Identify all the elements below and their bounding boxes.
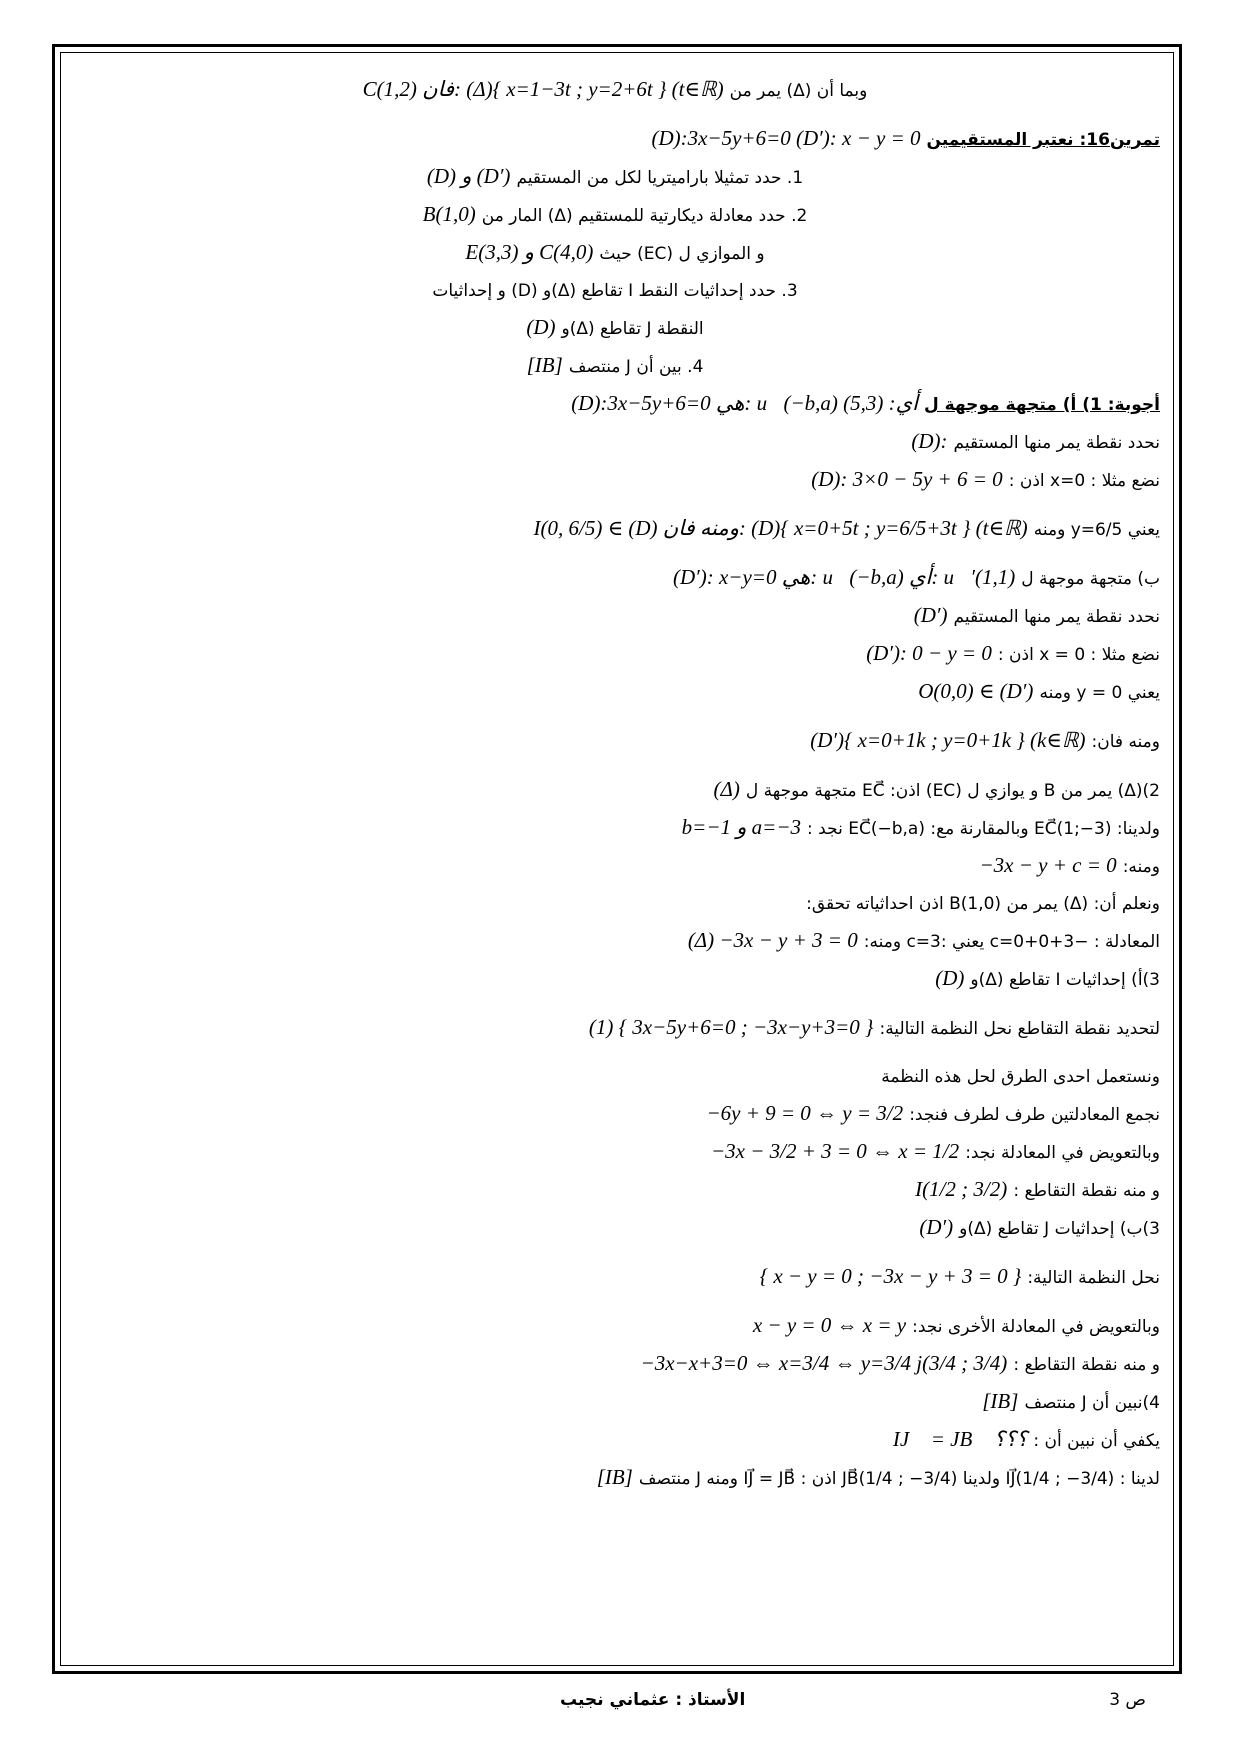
arabic-text: وبالتعويض في المعادلة الأخرى نجد: — [912, 1317, 1160, 1337]
arabic-text: يكفي أن نبين أن : — [1033, 1431, 1160, 1451]
arabic-text: و منه نقطة التقاطع : — [1013, 1181, 1160, 1201]
text-line — [70, 499, 1160, 559]
text-line — [70, 385, 1160, 423]
arabic-text: وبما أن (Δ) يمر من — [729, 81, 868, 101]
arabic-text: ونعلم أن: (Δ) يمر من B(1,0) اذن احداثياته تحقق: — [806, 894, 1160, 914]
page-footer — [0, 1690, 1240, 1720]
math-expression: (D): 3×0 − 5y + 6 = 0 — [811, 467, 1003, 491]
text-line — [70, 960, 1160, 998]
math-expression: −3x − y + c = 0 — [979, 853, 1117, 877]
math-expression: (D′): x−y=0 هي: u⃗(−b,a) أي: u⃗′(1,1) — [672, 565, 1016, 589]
math-expression: [IB] — [596, 1465, 633, 1489]
text-line — [70, 1307, 1160, 1345]
math-expression: (Δ) −3x − y + 3 = 0 — [687, 928, 858, 952]
text-line — [70, 1171, 1160, 1209]
arabic-text: يعني y = 0 ومنه — [1039, 683, 1160, 703]
text-line — [70, 158, 1160, 196]
text-line — [70, 461, 1160, 499]
math-expression: −3x−x+3=0 ⇔ x=3/4 ⇔ y=3/4 j(3/4 ; 3/4) — [640, 1351, 1008, 1375]
math-expression: E(3,3) و C(4,0) — [465, 240, 594, 264]
math-expression: I(0, 6/5) ∈ (D) ومنه فان: (D){ x=0+5t ; y=6/5+3t } (t∈ℝ) — [533, 516, 1028, 540]
text-line — [70, 196, 1160, 234]
text-line — [70, 1095, 1160, 1133]
math-expression: b=−1 و a=−3 — [681, 815, 801, 839]
text-line — [70, 234, 1160, 272]
arabic-text: النقطة J تقاطع (Δ)و — [561, 319, 704, 339]
math-expression: −6y + 9 = 0 ⇔ y = 3/2 — [706, 1101, 904, 1125]
text-line — [70, 60, 1160, 120]
math-expression: IJ⃗ = JB⃗ ؟؟؟ — [892, 1427, 1028, 1451]
text-line — [70, 1383, 1160, 1421]
text-line — [70, 809, 1160, 847]
text-line — [70, 1133, 1160, 1171]
math-expression: O(0,0) ∈ (D′) — [918, 679, 1034, 703]
arabic-text: ب) متجهة موجهة ل — [1021, 569, 1160, 589]
text-line — [70, 559, 1160, 597]
text-line — [70, 673, 1160, 711]
math-expression: [IB] — [982, 1389, 1019, 1413]
text-line — [70, 771, 1160, 809]
arabic-text: 4. بين أن J منتصف — [568, 357, 704, 377]
arabic-text: و منه نقطة التقاطع : — [1013, 1355, 1160, 1375]
math-expression: [IB] — [526, 353, 563, 377]
text-line — [70, 272, 1160, 309]
math-expression: (D′) — [913, 603, 948, 627]
arabic-text: 1. حدد تمثيلا باراميتريا لكل من المستقيم — [516, 168, 804, 188]
text-line — [70, 635, 1160, 673]
arabic-text: 3)ب) إحداثيات J تقاطع (Δ)و — [959, 1219, 1160, 1239]
arabic-text: تمرين16: نعتبر المستقيمين — [926, 130, 1160, 150]
text-line — [70, 309, 1160, 347]
math-expression: (D′): 0 − y = 0 — [866, 641, 992, 665]
arabic-text: و الموازي ل (EC) حيث — [599, 244, 765, 264]
text-line — [70, 885, 1160, 922]
arabic-text: لتحديد نقطة التقاطع نحل النظمة التالية: — [879, 1019, 1160, 1039]
math-expression: (D):3x−5y+6=0 هي: u⃗(−b,a) أي: (5,3) — [571, 391, 918, 415]
arabic-text: المعادلة : −3+0+c=0 يعني :c=3 ومنه: — [863, 932, 1160, 952]
math-expression: (D): — [911, 429, 948, 453]
arabic-text: نجمع المعادلتين طرف لطرف فنجد: — [909, 1105, 1160, 1125]
arabic-text: ومنه فان: — [1091, 732, 1160, 752]
arabic-text: وبالتعويض في المعادلة نجد: — [965, 1143, 1160, 1163]
text-line — [70, 423, 1160, 461]
math-expression: (D) و (D′) — [426, 164, 511, 188]
arabic-text: أجوبة: 1) أ) متجهة موجهة ل — [923, 395, 1160, 415]
text-line — [70, 1421, 1160, 1459]
arabic-text: ولدينا: EC⃗(1;−3) وبالمقارنة مع: EC⃗(−b,a) نجد : — [807, 819, 1160, 839]
arabic-text: لدينا : IJ⃗(1/4 ; −3/4) ولدينا JB⃗(1/4 ; −3/4) اذن : IJ⃗ = JB⃗ ومنه J منتصف — [638, 1469, 1160, 1489]
text-line — [70, 1247, 1160, 1307]
arabic-text: 4)نبين أن J منتصف — [1024, 1393, 1160, 1413]
text-line — [70, 1058, 1160, 1095]
author-name: الأستاذ : عثماني نجيب — [560, 1690, 746, 1710]
math-expression: B(1,0) — [422, 202, 476, 226]
arabic-text: 2. حدد معادلة ديكارتية للمستقيم (Δ) المار من — [481, 206, 808, 226]
text-line — [70, 120, 1160, 158]
arabic-text: نضع مثلا : x=0 اذن : — [1008, 471, 1160, 491]
text-line — [70, 347, 1160, 385]
math-expression: (D):3x−5y+6=0 (D′): x − y = 0 — [651, 126, 921, 150]
text-line — [70, 711, 1160, 771]
arabic-text: 3)أ) إحداثيات I تقاطع (Δ)و — [970, 970, 1160, 990]
math-expression: x − y = 0 ⇔ x = y — [752, 1313, 907, 1337]
arabic-text: يعني y=6/5 ومنه — [1033, 520, 1160, 540]
arabic-text: ونستعمل احدى الطرق لحل هذه النظمة — [881, 1067, 1160, 1087]
math-expression: (D′) — [919, 1215, 954, 1239]
page-number: ص 3 — [1109, 1690, 1146, 1710]
math-expression: (D) — [526, 315, 556, 339]
arabic-text: نضع مثلا : x = 0 اذن : — [997, 645, 1160, 665]
arabic-text: نحدد نقطة يمر منها المستقيم — [953, 607, 1160, 627]
text-line — [70, 597, 1160, 635]
arabic-text: ومنه: — [1122, 857, 1160, 877]
document-content — [70, 60, 1160, 1497]
math-expression: (Δ) — [713, 777, 740, 801]
text-line — [70, 1345, 1160, 1383]
math-expression: (D′){ x=0+1k ; y=0+1k } (k∈ℝ) — [810, 728, 1086, 752]
arabic-text: 3. حدد إحداثيات النقط I تقاطع (Δ)و (D) و إحداثيات — [432, 281, 798, 301]
math-expression: (D) — [935, 966, 965, 990]
text-line — [70, 998, 1160, 1058]
text-line — [70, 847, 1160, 885]
arabic-text: نحل النظمة التالية: — [1027, 1268, 1160, 1288]
math-expression: (1) { 3x−5y+6=0 ; −3x−y+3=0 } — [588, 1015, 874, 1039]
arabic-text: 2)(Δ) يمر من B و يوازي ل (EC) اذن: EC⃗ متجهة موجهة ل — [745, 781, 1160, 801]
text-line — [70, 922, 1160, 960]
text-line — [70, 1459, 1160, 1497]
arabic-text: نحدد نقطة يمر منها المستقيم — [953, 433, 1160, 453]
text-line — [70, 1209, 1160, 1247]
math-expression: C(1,2) فان: (Δ){ x=1−3t ; y=2+6t } (t∈ℝ) — [362, 77, 724, 101]
math-expression: { x − y = 0 ; −3x − y + 3 = 0 } — [759, 1264, 1022, 1288]
math-expression: −3x − 3/2 + 3 = 0 ⇔ x = 1/2 — [710, 1139, 960, 1163]
math-expression: I(1/2 ; 3/2) — [915, 1177, 1008, 1201]
